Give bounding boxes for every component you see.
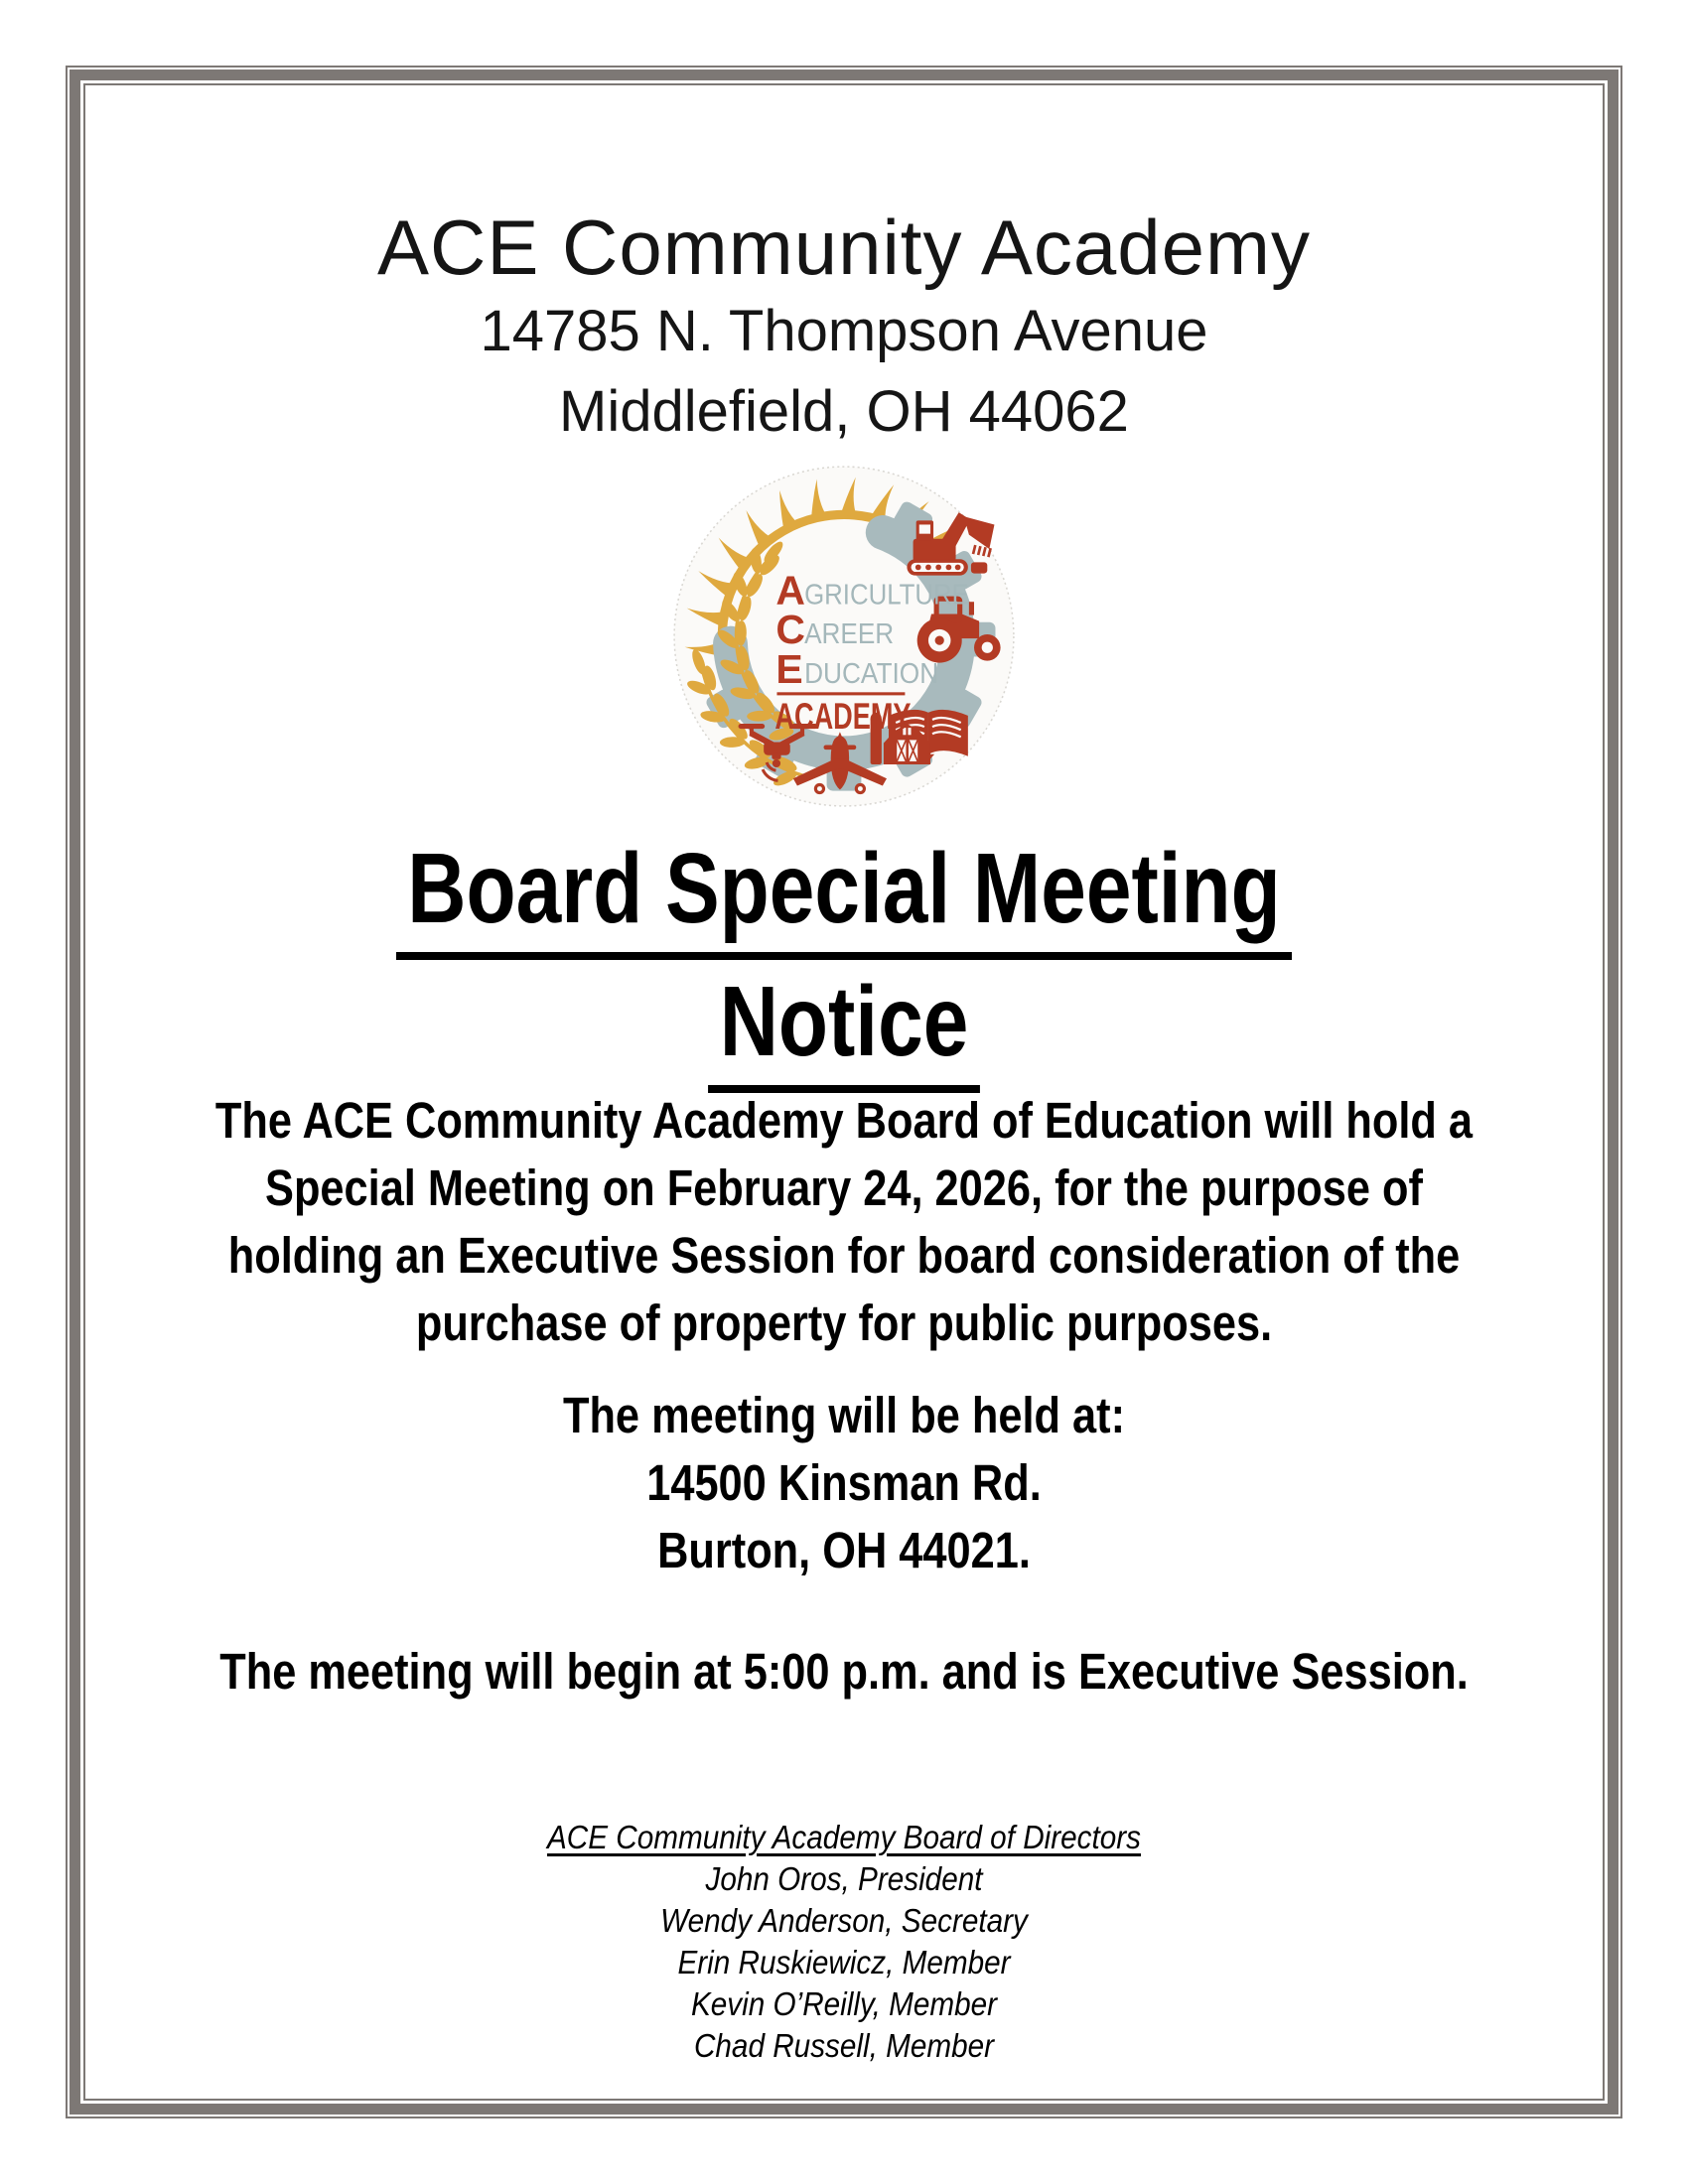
logo-word-education: DUCATION [804,658,939,691]
meeting-paragraph-line: holding an Executive Session for board consideration of the [227,1227,1461,1284]
notice-title [222,827,1465,1093]
director-item: Wendy Anderson, Secretary [660,1902,1028,1939]
director-item: Erin Ruskiewicz, Member [677,1944,1011,1980]
meeting-time [200,1638,1487,1706]
title-line-1 [222,827,1465,960]
academy-logo [86,462,1602,814]
org-address-line2: Middlefield, OH 44062 [559,379,1129,444]
meeting-location-line: Burton, OH 44021. [657,1522,1031,1578]
meeting-location [200,1382,1487,1584]
org-header [86,204,1602,452]
title-line-2-text: Notice [708,960,980,1093]
logo-letter-e: E [775,646,803,693]
meeting-paragraph-line: The ACE Community Academy Board of Education will hold a [214,1092,1474,1149]
director-item: Chad Russell, Member [693,2027,995,2064]
meeting-time-line: The meeting will begin at 5:00 p.m. and is Executive Session. [219,1643,1469,1700]
document-content [86,86,1602,2098]
org-address-line1: 14785 N. Thompson Avenue [480,299,1208,363]
logo-word-agriculture: GRICULTURE [804,579,969,612]
logo-word-career: AREER [804,618,895,651]
logo-academy-label: ACADEMY [774,696,912,738]
meeting-paragraph [200,1087,1487,1357]
directors-list [162,1817,1525,2067]
logo-letter-a: A [775,567,805,614]
logo-letter-c: C [775,607,805,653]
academy-logo-svg [671,462,1017,809]
director-item: John Oros, President [705,1860,983,1897]
title-line-1-text: Board Special Meeting [396,827,1292,960]
meeting-location-line: 14500 Kinsman Rd. [646,1454,1042,1511]
director-item: Kevin O’Reilly, Member [690,1985,998,2022]
directors-heading: ACE Community Academy Board of Directors [546,1819,1142,1855]
org-name: ACE Community Academy [377,204,1311,291]
meeting-paragraph-line: Special Meeting on February 24, 2026, for the purpose of [265,1160,1423,1216]
meeting-paragraph-line: purchase of property for public purposes. [415,1295,1273,1351]
logo-divider [776,692,905,695]
title-line-2 [222,960,1465,1093]
meeting-location-line: The meeting will be held at: [562,1387,1126,1443]
